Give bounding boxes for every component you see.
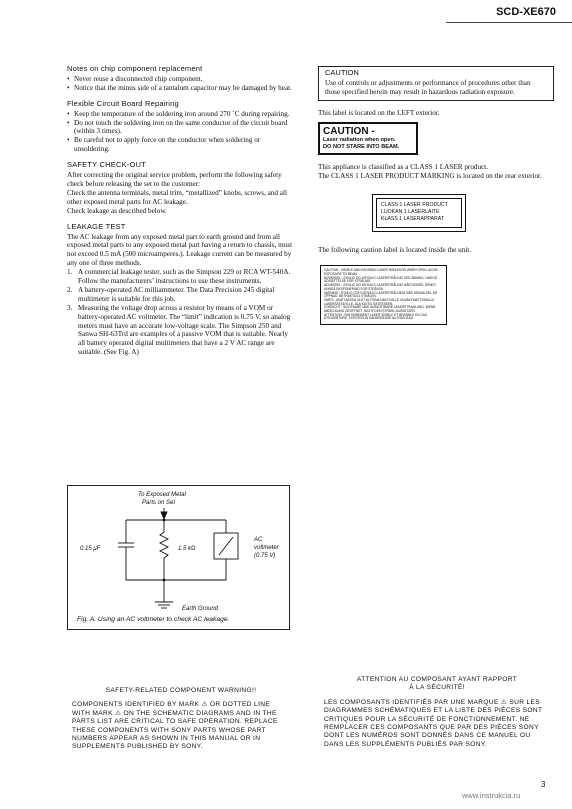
flex-board-title: Flexible Circuit Board Repairing <box>67 98 179 108</box>
class-note: This appliance is classified as a CLASS 1 LASER product. <box>318 162 489 171</box>
top-label-line-1: To Exposed Metal <box>138 492 186 498</box>
class1-laser-label-inner <box>376 198 462 228</box>
safety-checkout-section <box>67 161 295 215</box>
caution-box <box>318 66 554 101</box>
meter-label-3: (0.75 V) <box>254 553 276 559</box>
warning-title: ATTENTION AU COMPOSANT AYANT RAPPORT <box>356 676 518 683</box>
chip-note-item: • Never reuse a disconnected chip component. <box>67 75 295 84</box>
junction-dot <box>163 579 166 582</box>
top-label-line-2: Parts on Set <box>142 500 176 506</box>
flex-board-section <box>67 100 295 154</box>
warning-text: COMPONENTS IDENTIFIED BY MARK ⚠ OR DOTTED LINE WITH MARK ⚠ ON THE SCHEMATIC DIAGRAMS AND IN THE PARTS LIST ARE CRITICAL TO SAFE OPERATION. REPLACE THESE COMPONENTS WITH SONY PARTS WHOSE PART NUMBERS APPEAR AS SHOWN IN THIS MANUAL OR IN SUPPLEMENTS PUBLISHED BY SONY. <box>72 701 278 751</box>
safety-warning-english <box>72 687 290 752</box>
inside-label-line: VARO! : AVATTAESSA OLET ALTTIINA NÄKYVÄLLE JA NÄKYMÄTTÖMÄLLE LASERSÄTEILYLLE. ÄLÄ KATSO SÄTEESEEN. <box>324 297 435 306</box>
arrow-icon <box>161 512 167 519</box>
flex-note-item: • Be careful not to apply force on the conductor when soldering or unsoldering. <box>67 136 295 154</box>
warning-title: À LA SÉCURITÉ! <box>409 684 465 692</box>
caution-label-heading: CAUTION - <box>323 125 375 137</box>
inside-caution-label <box>320 265 447 325</box>
method-number: 2. <box>67 285 73 294</box>
inside-label-line: CAUTION : VISIBLE AND INVISIBLE LASER RADIATION WHEN OPEN. AVOID EXPOSURE TO BEAM. <box>324 268 438 277</box>
resistor-icon <box>160 532 168 558</box>
safety-paragraph: After correcting the original service problem, perform the following safety check before releasing the set to the customer: <box>67 171 282 188</box>
leakage-method-item <box>67 286 295 304</box>
leakage-test-section <box>67 223 295 358</box>
caution-title: CAUTION <box>325 68 359 77</box>
inside-label-line: ADVARSEL : SYNLIG OG USYNLIG LASERSTRÅLING NÅR DEKSEL ÅPNES. UNNGÅ EKSPONERING FOR STRÅLEN. <box>324 283 437 291</box>
caution-text: Use of controls or adjustments or performance of procedures other than those specified herein may result in hazardous radiation exposure. <box>325 78 531 96</box>
leakage-test-title: LEAKAGE TEST <box>67 221 126 231</box>
meter-label-1: AC <box>254 537 263 543</box>
junction-dot <box>163 519 166 522</box>
caution-label-line: DO NOT STARE INTO BEAM. <box>323 143 400 150</box>
method-number: 1. <box>67 268 73 277</box>
safety-checkout-title: SAFETY CHECK-OUT <box>67 160 146 170</box>
leakage-method-item <box>67 268 295 286</box>
figure-a <box>67 485 290 630</box>
resistor-label: 1.5 kΩ <box>178 546 196 552</box>
inside-label-line: VORSICHT : SICHTBARE UND UNSICHTBARE LASERSTRAHLUNG, WENN ABDECKUNG GEÖFFNET. NICHT DEM STRAHL AUSSETZEN. <box>324 305 436 314</box>
laser-caution-label <box>318 122 418 155</box>
left-label-note: This label is located on the LEFT exterior. <box>318 108 440 117</box>
capacitor-label: 0.15 μF <box>80 546 101 552</box>
laser-label-line: LUOKAN 1 LASERLAITE <box>381 209 440 216</box>
class-note: The CLASS 1 LASER PRODUCT MARKING is located on the rear exterior. <box>318 171 542 180</box>
chip-note-item: • Notice that the minus side of a tantalum capacitor may be damaged by heat. <box>67 84 295 93</box>
safety-paragraph: Check leakage as described below. <box>67 206 167 215</box>
method-text: A commercial leakage tester, such as the Simpson 229 or RCA WT-540A. Follow the manufacturers’ instructions to use these instruments. <box>78 268 291 286</box>
model-number: SCD-XE670 <box>496 6 556 18</box>
inside-label-line: VARNING : SYNLIG OCH OSYNLIG LASERSTRÅLNING NÄR DENNA DEL ÄR ÖPPNAD. BETRAKTA EJ STRÅLEN. <box>324 290 438 299</box>
right-column <box>318 66 554 325</box>
safety-paragraph: Check the antenna terminals, metal trim, “metallized” knobs, screws, and all other exposed metal parts for AC leakage. <box>67 188 287 206</box>
warning-title: SAFETY-RELATED COMPONENT WARNING!! <box>105 687 257 694</box>
page-number: 3 <box>541 780 546 789</box>
figure-caption: Fig. A. Using an AC voltmeter to check AC leakage. <box>77 616 230 623</box>
meter-label-2: voltmeter <box>254 545 279 551</box>
ground-label: Earth Ground <box>182 606 219 612</box>
flex-note-item: • Do not touch the soldering iron on the same conductor of the circuit board (within 3 times). <box>67 119 295 137</box>
watermark: www.instrukcia.ru <box>462 791 521 800</box>
safety-warning-french <box>324 676 550 749</box>
laser-label-line: CLASS 1 LASER PRODUCT <box>381 202 448 209</box>
voltmeter-needle-icon <box>219 537 233 555</box>
caution-label-line: Laser radiation when open. <box>323 136 396 143</box>
warning-text: LES COMPOSANTS IDENTIFIÉS PAR UNE MARQUE ⚠ SUR LES DIAGRAMMES SCHÉMATIQUES ET LA LISTE DES PIÈCES SONT CRITIQUES POUR LA SÉCURITÉ DE FONCTIONNEMENT. NE REMPLACER CES COMPOSANTS QUE PAR DES PIÈCES SONY DONT LES NUMÉROS SONT DONNÉS DANS CE MANUEL OU DANS LES SUPPLÉMENTS PUBLIÉS PAR SONY. <box>324 698 543 748</box>
leakage-circuit-diagram <box>68 486 291 631</box>
chip-notes-section <box>67 65 295 93</box>
method-text: Measuring the voltage drop across a resistor by means of a VOM or battery-operated AC voltmeter. The “limit” indication is 0.75 V, so analog meters must have an accurate low-voltage scale. The Simpson 250 and Sanwa SH-63Trd are examples of a passive VOM that is suitable. Nearly all battery operated digital multimeters that have a 2 V AC range are suitable. (See Fig. A) <box>78 303 291 357</box>
leakage-intro: The AC leakage from any exposed metal part to earth ground and from all exposed metal parts to any exposed metal part having a return to chassis, must not exceed 0.5 mA (500 microamperes.). Leakage current can be measured by any one of three methods. <box>67 232 293 268</box>
flex-note-item: • Keep the temperature of the soldering iron around 270 ˚C during repairing. <box>67 110 295 119</box>
leakage-method-item <box>67 304 295 357</box>
chip-notes-title: Notes on chip component replacement <box>67 64 203 73</box>
method-text: A battery-operated AC milliammeter. The Data Precision 245 digital multimeter is suitable for this job. <box>78 285 275 303</box>
left-column <box>67 65 295 364</box>
inside-label-line: ADVARSEL : SYNLIG OG USYNLIG LASERSTRÅLING VED ÅBNING. UNDGÅ UDSÆTTELSE FOR STRÅLING. <box>324 275 437 284</box>
inside-label-note: The following caution label is located inside the unit. <box>318 246 472 255</box>
inside-label-line: ATTENTION : RAYONNEMENT LASER VISIBLE ET INVISIBLE EN CAS D'OUVERTURE. EXPOSITION DANGEREUSE AU FAISCEAU. <box>324 312 428 321</box>
laser-label-line: KLASS 1 LASERAPPARAT <box>381 215 444 222</box>
method-number: 3. <box>67 303 73 312</box>
header-rule <box>446 22 572 23</box>
class1-laser-label <box>372 194 466 232</box>
